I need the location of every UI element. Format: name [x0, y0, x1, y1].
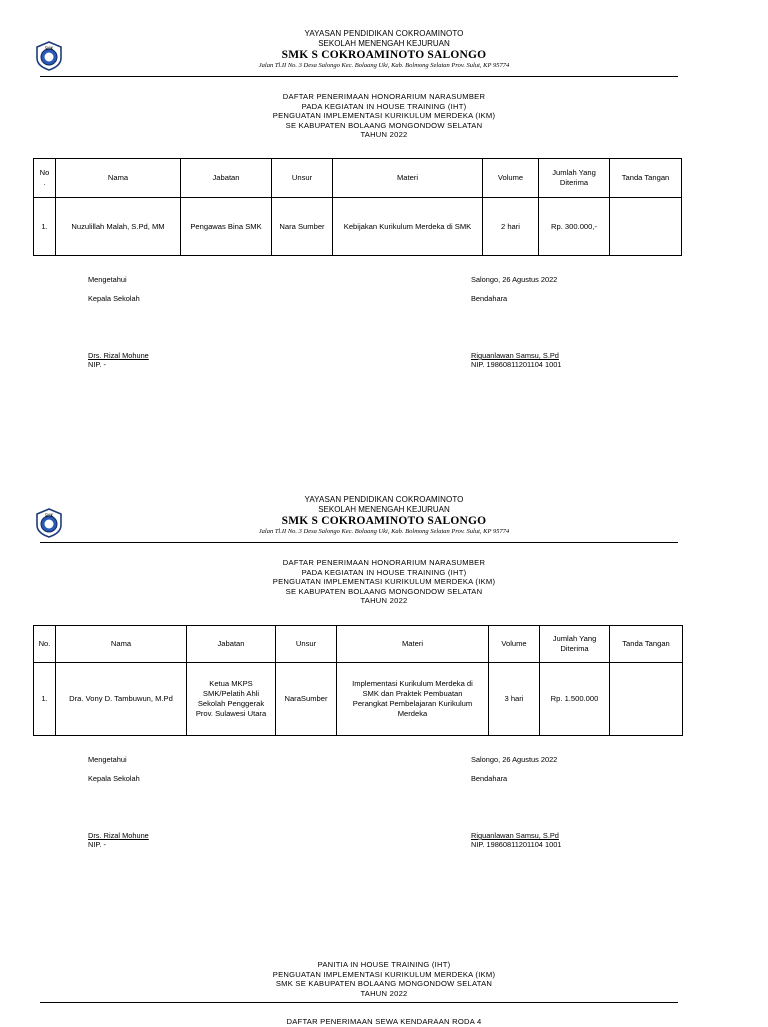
- cell-materi: Kebijakan Kurikulum Merdeka di SMK: [333, 198, 483, 256]
- school-address: Jalan Tl.II No. 3 Desa Salongo Kec. Bolaang Uki, Kab. Bolmong Selatan Prov. Sulut, KP 95774: [258, 62, 510, 69]
- committee-header: PANITIA IN HOUSE TRAINING (IHT) PENGUATAN IMPLEMENTASI KURIKULUM MERDEKA (IKM) SMK SE KABUPATEN BOLAANG MONGONDOW SELATAN TAHUN 2022: [272, 960, 496, 998]
- next-document-title: DAFTAR PENERIMAAN SEWA KENDARAAN RODA 4: [286, 1017, 482, 1026]
- bendahara-label: Bendahara: [471, 294, 508, 303]
- honorarium-table-1: [33, 158, 682, 256]
- header-unsur: Unsur: [276, 626, 337, 663]
- signature-right: [471, 275, 561, 369]
- header-tanda-tangan: Tanda Tangan: [610, 159, 682, 198]
- header-unsur: Unsur: [272, 159, 333, 198]
- cell-jumlah: Rp. 300.000,-: [539, 198, 610, 256]
- cell-materi: Implementasi Kurikulum Merdeka di SMK dan Praktek Pembuatan Perangkat Pembelajaran Kurikulum Merdeka: [337, 663, 489, 736]
- school-name: SMK S COKROAMINOTO SALONGO: [281, 49, 487, 61]
- letterhead-rule: [40, 542, 678, 543]
- letterhead-rule: [40, 76, 678, 77]
- bendahara-name: Riguanlawan Samsu, S.Pd: [471, 351, 559, 360]
- bendahara-nip: NIP. 19860811201104 1001: [471, 840, 562, 849]
- cell-jumlah: Rp. 1.500.000: [540, 663, 610, 736]
- header-jumlah: Jumlah Yang Diterima: [540, 626, 610, 663]
- header-jabatan: Jabatan: [181, 159, 272, 198]
- header-materi: Materi: [337, 626, 489, 663]
- table-row: [34, 198, 682, 256]
- letterhead: [0, 29, 768, 70]
- signature-left: [88, 275, 149, 369]
- kepala-sekolah-label: Kepala Sekolah: [88, 774, 140, 783]
- kepala-sekolah-name: Drs. Rizal Mohune: [88, 831, 149, 840]
- header-materi: Materi: [333, 159, 483, 198]
- honorarium-table-2: [33, 625, 683, 736]
- svg-text:SMK: SMK: [44, 513, 54, 518]
- foundation-name: YAYASAN PENDIDIKAN COKROAMINOTO: [304, 495, 464, 504]
- school-address: Jalan Tl.II No. 3 Desa Salongo Kec. Bolaang Uki, Kab. Bolmong Selatan Prov. Sulut, KP 95774: [258, 528, 510, 535]
- table-header-row: [34, 159, 682, 198]
- svg-text:SMK: SMK: [44, 46, 54, 51]
- cell-tanda-tangan[interactable]: [610, 663, 683, 736]
- cell-unsur: NaraSumber: [276, 663, 337, 736]
- school-level: SEKOLAH MENENGAH KEJURUAN: [318, 39, 450, 48]
- document-title: DAFTAR PENERIMAAN HONORARIUM NARASUMBER PADA KEGIATAN IN HOUSE TRAINING (IHT) PENGUATAN IMPLEMENTASI KURIKULUM MERDEKA (IKM) SE KABUPATEN BOLAANG MONGONDOW SELATAN TAHUN 2022: [272, 92, 496, 139]
- cell-jabatan: Ketua MKPS SMK/Pelatih Ahli Sekolah Penggerak Prov. Sulawesi Utara: [187, 663, 276, 736]
- cell-nama: Dra. Vony D. Tambuwun, M.Pd: [56, 663, 187, 736]
- bendahara-name: Riguanlawan Samsu, S.Pd: [471, 831, 559, 840]
- kepala-sekolah-label: Kepala Sekolah: [88, 294, 140, 303]
- mengetahui-label: Mengetahui: [88, 755, 127, 764]
- table-row: [34, 663, 683, 736]
- cell-no: 1.: [34, 663, 56, 736]
- letterhead: [0, 495, 768, 536]
- header-volume: Volume: [489, 626, 540, 663]
- committee-rule: [40, 1002, 678, 1003]
- cell-volume: 3 hari: [489, 663, 540, 736]
- table-header-row: [34, 626, 683, 663]
- mengetahui-label: Mengetahui: [88, 275, 127, 284]
- header-nama: Nama: [56, 626, 187, 663]
- cell-volume: 2 hari: [483, 198, 539, 256]
- header-no: No.: [34, 626, 56, 663]
- document-title: DAFTAR PENERIMAAN HONORARIUM NARASUMBER PADA KEGIATAN IN HOUSE TRAINING (IHT) PENGUATAN IMPLEMENTASI KURIKULUM MERDEKA (IKM) SE KABUPATEN BOLAANG MONGONDOW SELATAN TAHUN 2022: [272, 558, 496, 605]
- cell-nama: Nuzulillah Malah, S.Pd, MM: [56, 198, 181, 256]
- bendahara-label: Bendahara: [471, 774, 508, 783]
- header-tanda-tangan: Tanda Tangan: [610, 626, 683, 663]
- signature-right: [471, 755, 561, 849]
- kepala-sekolah-nip: NIP. -: [88, 840, 106, 849]
- place-date: Salongo, 26 Agustus 2022: [471, 275, 558, 284]
- cell-no: 1.: [34, 198, 56, 256]
- header-volume: Volume: [483, 159, 539, 198]
- foundation-name: YAYASAN PENDIDIKAN COKROAMINOTO: [304, 29, 464, 38]
- header-no: No .: [34, 159, 56, 198]
- kepala-sekolah-name: Drs. Rizal Mohune: [88, 351, 149, 360]
- kepala-sekolah-nip: NIP. -: [88, 360, 106, 369]
- header-jumlah: Jumlah Yang Diterima: [539, 159, 610, 198]
- cell-unsur: Nara Sumber: [272, 198, 333, 256]
- cell-jabatan: Pengawas Bina SMK: [181, 198, 272, 256]
- school-name: SMK S COKROAMINOTO SALONGO: [281, 515, 487, 527]
- header-nama: Nama: [56, 159, 181, 198]
- header-jabatan: Jabatan: [187, 626, 276, 663]
- place-date: Salongo, 26 Agustus 2022: [471, 755, 558, 764]
- bendahara-nip: NIP. 19860811201104 1001: [471, 360, 562, 369]
- school-level: SEKOLAH MENENGAH KEJURUAN: [318, 505, 450, 514]
- signature-left: [88, 755, 149, 849]
- cell-tanda-tangan[interactable]: [610, 198, 682, 256]
